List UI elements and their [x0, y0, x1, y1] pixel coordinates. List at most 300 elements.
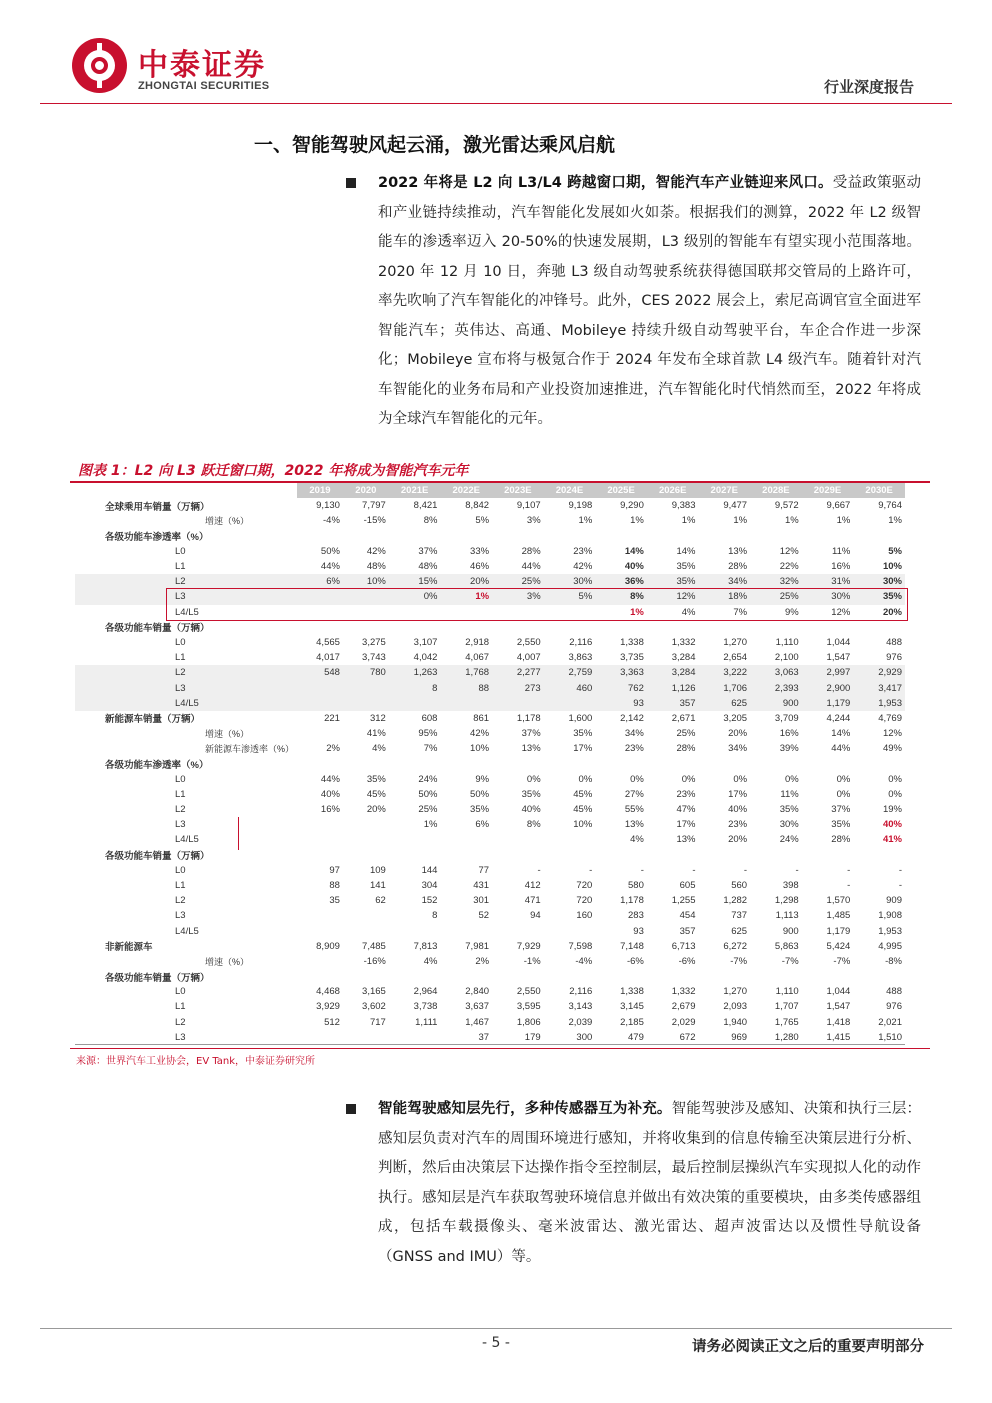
highlight-box-l3: [166, 588, 908, 621]
table-cell: [544, 756, 596, 771]
table-cell: 48%: [366, 561, 386, 573]
table-cell: -4%: [575, 955, 593, 967]
footer-disclaimer: 请务必阅读正文之后的重要声明部分: [692, 1339, 924, 1355]
table-cell: 0%: [681, 773, 696, 785]
table-cell: 2,021: [878, 1016, 902, 1028]
table-cell: 28%: [728, 561, 748, 573]
brand-name-en: ZHONGTAI SECURITIES: [138, 80, 270, 92]
table-cell: [853, 620, 905, 635]
table-cell: -16%: [363, 955, 386, 967]
table-cell: 1,270: [723, 636, 748, 648]
table-cell: 304: [421, 879, 438, 891]
table-cell: 34%: [624, 728, 644, 740]
table-cell: 37%: [831, 804, 851, 816]
table-row: [75, 863, 905, 878]
table-cell: 273: [492, 680, 544, 695]
table-cell: 5,424: [826, 940, 851, 952]
table-cell: 909: [886, 895, 902, 907]
table-row: [75, 696, 905, 711]
table-cell: [802, 529, 854, 544]
table-cell: [647, 620, 699, 635]
table-cell: 2,679: [671, 1001, 696, 1013]
table-cell: 20%: [728, 834, 748, 846]
table-header-blank: [75, 483, 297, 498]
figure-title: 图表 1：L2 向 L3 跃迁窗口期，2022 年将成为智能汽车元年: [78, 463, 469, 479]
table-cell: 28%: [831, 834, 851, 846]
table-cell: 88: [329, 879, 340, 891]
row-label: L0: [175, 864, 186, 876]
table-cell: 88: [440, 680, 492, 695]
table-row: [75, 787, 905, 802]
table-cell: [297, 969, 343, 984]
row-label: L2: [75, 665, 297, 680]
table-cell: [647, 529, 699, 544]
table-cell: 35%: [470, 804, 490, 816]
table-cell: 9%: [784, 606, 799, 618]
table-cell: 625: [698, 696, 750, 711]
table-cell: 2,918: [465, 636, 490, 648]
table-cell: 28%: [676, 743, 696, 755]
table-row: [75, 650, 905, 665]
table-cell: [698, 969, 750, 984]
table-cell: 3,143: [568, 1001, 593, 1013]
table-cell: 2,277: [492, 665, 544, 680]
table-cell: 5%: [888, 545, 902, 557]
table-cell: 160: [576, 910, 593, 922]
table-cell: 4%: [372, 743, 386, 755]
table-cell: 40%: [624, 561, 644, 573]
table-cell: 5,863: [774, 940, 799, 952]
table-cell: 55%: [624, 804, 644, 816]
table-cell: 4,017: [316, 652, 340, 664]
table-cell: [698, 756, 750, 771]
table-cell: 969: [698, 1030, 750, 1045]
table-cell: 1,547: [826, 652, 851, 664]
table-cell: [698, 529, 750, 544]
table-cell: 9,290: [620, 500, 644, 512]
table-cell: [853, 969, 905, 984]
table-cell: 34%: [698, 574, 750, 589]
table-cell: 1,179: [826, 925, 851, 937]
table-cell: 1%: [423, 819, 438, 831]
table-cell: [343, 908, 389, 923]
table-cell: [853, 756, 905, 771]
table-cell: 37%: [521, 728, 541, 740]
table-cell: 4%: [681, 606, 696, 618]
table-cell: -: [589, 864, 593, 876]
table-cell: 37: [440, 1030, 492, 1045]
table-cell: [297, 620, 343, 635]
table-cell: [297, 923, 343, 938]
table-cell: [440, 969, 492, 984]
table-row: [75, 559, 905, 574]
table-cell: 1,707: [774, 1001, 799, 1013]
table-cell: 1,280: [750, 1030, 802, 1045]
table-cell: 46%: [470, 561, 490, 573]
row-label: L4/L5: [175, 925, 199, 937]
table-cell: 42%: [573, 561, 593, 573]
table-cell: [595, 756, 647, 771]
table-cell: 23%: [624, 743, 644, 755]
table-cell: 3,863: [568, 652, 593, 664]
table-cell: 1,908: [878, 910, 902, 922]
paragraph-1-lead: 2022 年将是 L2 向 L3/L4 跨越窗口期，智能汽车产业链迎来风口。: [378, 175, 833, 191]
table-cell: 42%: [366, 545, 386, 557]
table-cell: 1,415: [802, 1030, 854, 1045]
table-cell: 17%: [676, 819, 696, 831]
table-cell: 97: [329, 864, 340, 876]
table-cell: 3,602: [362, 1001, 386, 1013]
table-cell: 50%: [418, 788, 438, 800]
table-cell: 3,165: [362, 986, 386, 998]
table-cell: 1,179: [802, 696, 854, 711]
table-cell: 8%: [595, 589, 647, 604]
table-cell: [389, 529, 441, 544]
table-cell: 300: [544, 1030, 596, 1045]
table-cell: -7%: [781, 955, 799, 967]
table-cell: 1,255: [671, 895, 696, 907]
table-cell: 7,929: [516, 940, 541, 952]
paragraph-2: [378, 1095, 921, 1272]
row-label: L1: [175, 561, 186, 573]
row-label: L2: [175, 895, 186, 907]
table-cell: 1,110: [775, 636, 799, 648]
table-cell: 40%: [320, 788, 340, 800]
table-cell: 6%: [475, 819, 490, 831]
table-cell: 2,100: [774, 652, 799, 664]
table-cell: 1%: [440, 589, 492, 604]
table-cell: 10%: [882, 561, 902, 573]
table-cell: 221: [324, 712, 340, 724]
table-cell: 560: [731, 879, 748, 891]
table-cell: 22%: [779, 561, 799, 573]
table-cell: 3,595: [516, 1001, 541, 1013]
table-cell: 357: [647, 696, 699, 711]
table-cell: 20%: [366, 804, 386, 816]
table-cell: [802, 620, 854, 635]
report-type: 行业深度报告: [823, 78, 914, 96]
table-cell: 1,044: [826, 636, 851, 648]
table-cell: 12%: [882, 728, 902, 740]
table-cell: 44%: [831, 743, 851, 755]
table-cell: [544, 696, 596, 711]
table-row: [75, 999, 905, 1014]
table-cell: 0%: [578, 773, 593, 785]
table-cell: 2,093: [723, 1001, 748, 1013]
table-cell: 0%: [733, 773, 748, 785]
row-label: L3: [75, 1030, 297, 1045]
table-cell: 11%: [832, 545, 851, 557]
table-row: [75, 741, 905, 756]
table-cell: [647, 756, 699, 771]
row-label: L2: [175, 1016, 186, 1028]
table-cell: 1,953: [853, 696, 905, 711]
table-cell: 1,332: [671, 636, 696, 648]
table-cell: 762: [595, 680, 647, 695]
table-cell: 8: [389, 680, 441, 695]
table-cell: 1%: [888, 515, 902, 527]
table-cell: 3,284: [647, 665, 699, 680]
table-cell: -: [898, 864, 902, 876]
page-number: - 5 -: [482, 1335, 510, 1351]
data-table: [75, 483, 905, 1045]
table-cell: 35%: [779, 804, 799, 816]
table-cell: 9,383: [671, 500, 696, 512]
table-row: [75, 680, 905, 695]
row-label: 增速（%）: [205, 956, 250, 967]
table-cell: 7,485: [362, 940, 386, 952]
table-cell: 1%: [630, 606, 644, 618]
table-cell: 40%: [521, 804, 541, 816]
table-cell: [297, 696, 343, 711]
table-cell: 13%: [728, 545, 748, 557]
table-cell: [389, 696, 441, 711]
table-cell: 1%: [681, 515, 696, 527]
table-cell: 77: [478, 864, 490, 876]
table-row: [75, 954, 905, 969]
table-cell: 3,363: [595, 665, 647, 680]
table-cell: 5%: [475, 515, 490, 527]
table-cell: 48%: [418, 561, 438, 573]
table-cell: [492, 529, 544, 544]
table-cell: 7%: [733, 606, 748, 618]
table-cell: 5%: [544, 589, 596, 604]
table-cell: 2,964: [413, 986, 438, 998]
table-cell: 357: [679, 925, 696, 937]
table-cell: 34%: [728, 743, 748, 755]
table-cell: [802, 756, 854, 771]
table-cell: 0%: [389, 589, 441, 604]
table-cell: 605: [679, 879, 696, 891]
table-cell: 672: [647, 1030, 699, 1045]
table-row: [75, 665, 905, 680]
table-cell: 47%: [676, 804, 696, 816]
table-header-year: 2029E: [802, 483, 854, 498]
row-label: L3: [75, 680, 297, 695]
table-cell: 42%: [470, 728, 490, 740]
row-label: L1: [175, 788, 186, 800]
table-cell: 8,842: [465, 500, 490, 512]
table-cell: 30%: [779, 819, 799, 831]
table-cell: 7,598: [568, 940, 593, 952]
table-cell: 14%: [676, 545, 696, 557]
table-cell: 1,768: [440, 665, 492, 680]
table-cell: 3,284: [671, 652, 696, 664]
table-cell: 20%: [882, 606, 902, 618]
table-cell: [440, 696, 492, 711]
table-cell: [544, 620, 596, 635]
table-cell: 976: [886, 652, 902, 664]
table-cell: 2,142: [620, 712, 644, 724]
table-cell: 24%: [418, 773, 438, 785]
table-cell: 1,953: [878, 925, 902, 937]
table-cell: 412: [524, 879, 541, 891]
table-cell: 32%: [750, 574, 802, 589]
row-label: L3: [175, 910, 186, 922]
table-header-year: 2020: [343, 483, 389, 498]
table-cell: 861: [473, 712, 490, 724]
table-cell: 2,116: [569, 636, 593, 648]
table-cell: 1,282: [723, 895, 748, 907]
table-cell: 2,550: [516, 636, 541, 648]
table-cell: [343, 529, 389, 544]
table-row: [75, 1015, 905, 1030]
table-cell: 312: [369, 712, 386, 724]
table-cell: 11%: [780, 788, 799, 800]
table-cell: 900: [782, 925, 799, 937]
table-header-year: 2022E: [440, 483, 492, 498]
row-label: L4/L5: [75, 696, 297, 711]
table-cell: 431: [473, 879, 490, 891]
table-row: [75, 984, 905, 999]
table-cell: 13%: [624, 819, 644, 831]
table-cell: 41%: [882, 834, 902, 846]
table-cell: [389, 923, 441, 938]
table-cell: 6,713: [671, 940, 696, 952]
row-label: 全球乘用车销量（万辆）: [105, 501, 210, 513]
header-divider: [40, 103, 952, 104]
table-cell: -7%: [730, 955, 748, 967]
table-cell: 1,178: [516, 712, 541, 724]
table-row: [75, 939, 905, 954]
paragraph-2-body: 智能驾驶涉及感知、决策和执行三层：感知层负责对汽车的周围环境进行感知，并将收集到的信息传输至决策层进行分析、判断，然后由决策层下达操作指令至控制层，最后控制层操纵汽车实现拟人化的动作执行。感知层是汽车获取驾驶环境信息并做出有效决策的重要模块，由多类传感器组成，包括车载摄像头、毫米波雷达、激光雷达、超声波雷达以及惯性导航设备（GNSS and IMU）等。: [378, 1101, 921, 1265]
table-cell: [297, 1030, 343, 1045]
table-row: [75, 908, 905, 923]
table-cell: 13%: [521, 743, 541, 755]
table-cell: 8: [432, 910, 438, 922]
table-cell: 4%: [423, 955, 438, 967]
table-cell: 9,764: [878, 500, 902, 512]
table-cell: 0%: [784, 773, 799, 785]
row-label: L1: [175, 1001, 186, 1013]
table-cell: 9,198: [568, 500, 593, 512]
table-cell: 3%: [526, 515, 541, 527]
table-cell: 28%: [521, 545, 541, 557]
table-cell: [389, 1030, 441, 1045]
table-cell: 12%: [831, 606, 851, 618]
table-cell: 12%: [779, 545, 799, 557]
table-cell: [440, 923, 492, 938]
table-cell: [389, 620, 441, 635]
table-cell: 2,029: [671, 1016, 696, 1028]
table-cell: [343, 1030, 389, 1045]
table-cell: -: [537, 864, 541, 876]
table-cell: 3,743: [362, 652, 386, 664]
table-cell: 1,600: [568, 712, 593, 724]
table-cell: 35: [329, 895, 340, 907]
table-cell: 9,107: [516, 500, 541, 512]
table-cell: 16%: [779, 728, 799, 740]
table-cell: 1,418: [826, 1016, 851, 1028]
source-divider: [70, 1048, 930, 1049]
table-cell: 3,735: [620, 652, 644, 664]
table-cell: 717: [369, 1016, 386, 1028]
table-cell: -: [898, 879, 902, 891]
table-cell: 2,654: [723, 652, 748, 664]
row-label: L4/L5: [175, 606, 199, 618]
table-cell: 6%: [297, 574, 343, 589]
table-cell: 2,393: [750, 680, 802, 695]
table-cell: 7,797: [362, 500, 386, 512]
table-cell: 14%: [624, 545, 644, 557]
table-cell: 3,063: [750, 665, 802, 680]
table-cell: 1,765: [774, 1016, 799, 1028]
table-cell: 94: [530, 910, 541, 922]
table-cell: 4,042: [413, 652, 438, 664]
table-cell: -: [847, 864, 851, 876]
row-label: L0: [175, 636, 186, 648]
table-cell: 4,067: [465, 652, 490, 664]
table-cell: 35%: [366, 773, 386, 785]
table-cell: 4,565: [316, 636, 340, 648]
table-cell: 1,178: [620, 895, 644, 907]
table-cell: [647, 969, 699, 984]
table-cell: [297, 908, 343, 923]
table-cell: 9,477: [723, 500, 748, 512]
table-row: [75, 711, 905, 726]
table-cell: 1,940: [723, 1016, 748, 1028]
table-row: [75, 878, 905, 893]
row-label: L0: [175, 773, 186, 785]
row-label: 各级功能车渗透率（%）: [105, 532, 209, 544]
zhongtai-logo-icon: [72, 38, 127, 93]
table-cell: 2,929: [853, 665, 905, 680]
table-cell: 9,130: [316, 500, 340, 512]
table-cell: 45%: [573, 788, 593, 800]
table-cell: 1,044: [826, 986, 851, 998]
table-row: [75, 620, 905, 635]
table-cell: 25%: [750, 589, 802, 604]
section-title: 一、智能驾驶风起云涌，激光雷达乘风启航: [254, 134, 616, 156]
table-cell: 3,222: [698, 665, 750, 680]
table-header-year: 2019: [297, 483, 343, 498]
table-cell: 3,929: [316, 1001, 340, 1013]
table-cell: 24%: [779, 834, 799, 846]
table-cell: 7,148: [620, 940, 644, 952]
table-cell: [297, 756, 343, 771]
table-cell: 35%: [521, 788, 541, 800]
table-cell: 35%: [676, 561, 696, 573]
table-cell: -8%: [885, 955, 902, 967]
table-cell: -4%: [323, 515, 340, 527]
table-cell: 1,111: [415, 1016, 438, 1028]
table-row: [75, 529, 905, 544]
table-header-year: 2028E: [750, 483, 802, 498]
table-cell: 0%: [888, 788, 902, 800]
table-cell: 6,272: [723, 940, 748, 952]
table-cell: 548: [297, 665, 343, 680]
table-header-year: 2030E: [853, 483, 905, 498]
table-cell: 2,759: [544, 665, 596, 680]
table-cell: 2,185: [620, 1016, 644, 1028]
table-cell: 23%: [728, 819, 748, 831]
table-cell: 2%: [326, 743, 340, 755]
table-cell: 36%: [595, 574, 647, 589]
table-cell: 488: [886, 986, 902, 998]
table-cell: 95%: [418, 728, 438, 740]
paragraph-1-body: 受益政策驱动和产业链持续推动，汽车智能化发展如火如荼。根据我们的测算，2022 年 L2 级智能车的渗透率迈入 20-50%的快速发展期，L3 级别的智能车有望实现小范围落地。2020 年 12 月 10 日，奔驰 L3 级自动驾驶系统获得德国联邦交管局的上路许可，率先吹响了汽车智能化的冲锋号。此外，CES 2022 展会上，索尼高调官宣全面进军智能汽车；英伟达、高通、Mobileye 持续升级自动驾驶平台，车企合作进一步深化；Mobileye 宣布将与极氪合作于 2024 年发布全球首款 L4 级汽车。随着针对汽车智能化的业务布局和产业投资加速推进，汽车智能化时代悄然而至，2022 年将成为全球汽车智能化的元年。: [378, 175, 922, 427]
table-cell: 14%: [831, 728, 851, 740]
table-cell: 283: [628, 910, 644, 922]
table-cell: 3,738: [413, 1001, 438, 1013]
paragraph-1: [378, 169, 921, 435]
table-cell: 0%: [836, 788, 851, 800]
table-cell: 93: [633, 925, 644, 937]
table-cell: 52: [478, 910, 490, 922]
table-cell: [343, 923, 389, 938]
table-cell: [343, 696, 389, 711]
table-cell: 8,421: [413, 500, 438, 512]
